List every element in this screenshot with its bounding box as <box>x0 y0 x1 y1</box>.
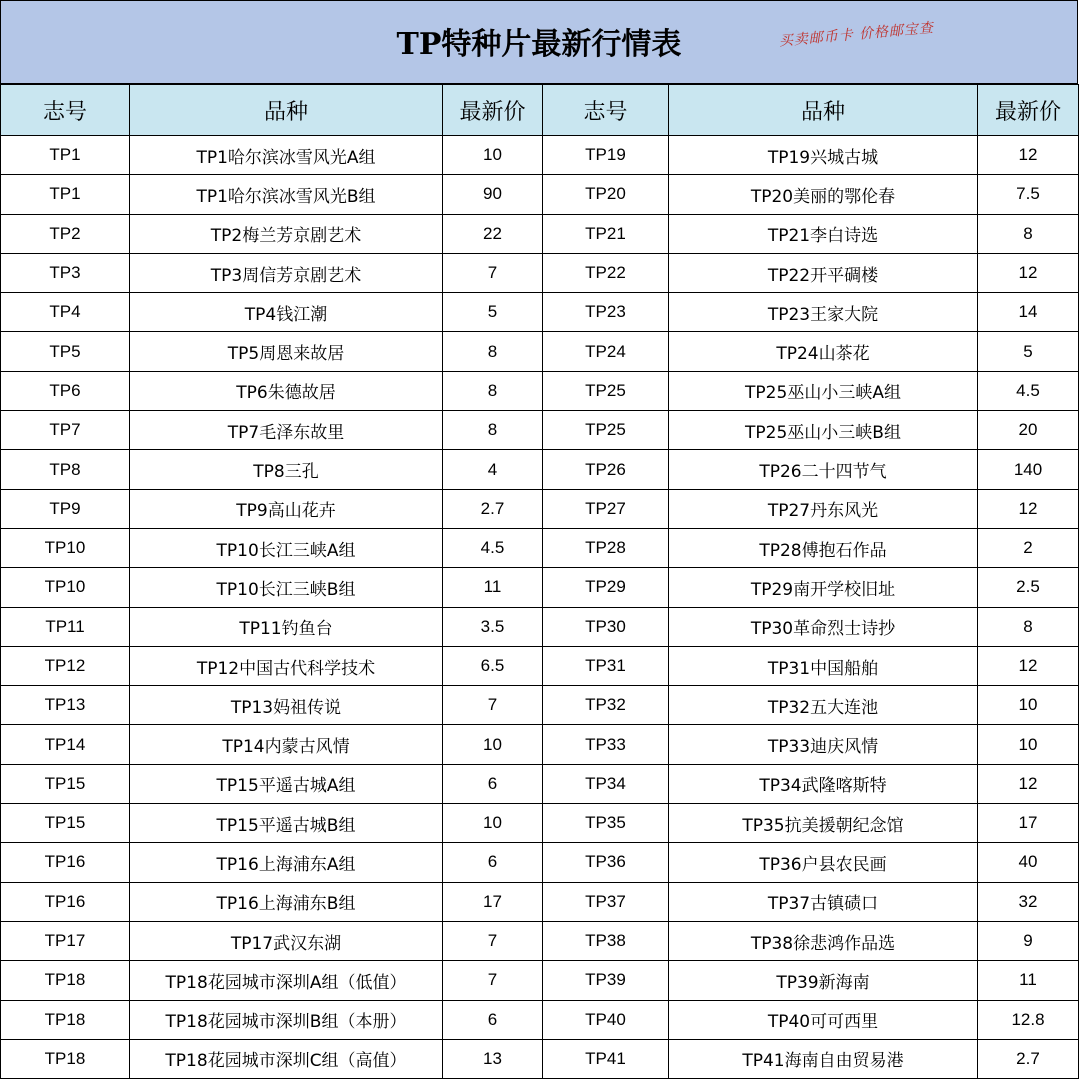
price-cell-right: 20 <box>978 411 1079 450</box>
table-row <box>1 961 1079 1000</box>
price-cell-right: 14 <box>978 293 1079 332</box>
table-row <box>1 332 1079 371</box>
name-cell-right: TP40可可西里 <box>669 1000 978 1039</box>
table-row <box>1 136 1079 175</box>
price-cell-right: 11 <box>978 961 1079 1000</box>
price-cell-left: 6 <box>443 843 543 882</box>
price-cell-left: 8 <box>443 332 543 371</box>
name-cell-right: TP21李白诗选 <box>669 214 978 253</box>
code-cell-right: TP28 <box>543 528 669 567</box>
name-cell-right: TP23王家大院 <box>669 293 978 332</box>
name-cell-left: TP2梅兰芳京剧艺术 <box>130 214 443 253</box>
price-cell-left: 17 <box>443 882 543 921</box>
table-row <box>1 686 1079 725</box>
name-cell-left: TP15平遥古城B组 <box>130 804 443 843</box>
table-row <box>1 1000 1079 1039</box>
price-cell-right: 12 <box>978 489 1079 528</box>
price-cell-left: 13 <box>443 1039 543 1078</box>
price-cell-right: 32 <box>978 882 1079 921</box>
table-row <box>1 882 1079 921</box>
code-cell-right: TP22 <box>543 253 669 292</box>
code-cell-right: TP36 <box>543 843 669 882</box>
code-cell-left: TP18 <box>1 1039 130 1078</box>
header-code-right: 志号 <box>543 85 669 136</box>
code-cell-right: TP40 <box>543 1000 669 1039</box>
name-cell-right: TP19兴城古城 <box>669 136 978 175</box>
table-row <box>1 175 1079 214</box>
header-price-left: 最新价 <box>443 85 543 136</box>
name-cell-left: TP6朱德故居 <box>130 371 443 410</box>
price-cell-right: 12 <box>978 646 1079 685</box>
price-cell-right: 140 <box>978 450 1079 489</box>
code-cell-left: TP15 <box>1 764 130 803</box>
name-cell-right: TP29南开学校旧址 <box>669 568 978 607</box>
code-cell-left: TP7 <box>1 411 130 450</box>
price-cell-left: 8 <box>443 371 543 410</box>
name-cell-left: TP14内蒙古风情 <box>130 725 443 764</box>
code-cell-right: TP38 <box>543 921 669 960</box>
name-cell-left: TP3周信芳京剧艺术 <box>130 253 443 292</box>
name-cell-right: TP25巫山小三峡A组 <box>669 371 978 410</box>
name-cell-right: TP35抗美援朝纪念馆 <box>669 804 978 843</box>
price-cell-right: 9 <box>978 921 1079 960</box>
code-cell-right: TP35 <box>543 804 669 843</box>
code-cell-right: TP32 <box>543 686 669 725</box>
code-cell-right: TP33 <box>543 725 669 764</box>
name-cell-right: TP32五大连池 <box>669 686 978 725</box>
price-cell-right: 12.8 <box>978 1000 1079 1039</box>
price-cell-left: 5 <box>443 293 543 332</box>
price-cell-left: 2.7 <box>443 489 543 528</box>
price-cell-left: 10 <box>443 804 543 843</box>
table-row <box>1 921 1079 960</box>
name-cell-left: TP11钓鱼台 <box>130 607 443 646</box>
price-cell-right: 12 <box>978 136 1079 175</box>
name-cell-right: TP41海南自由贸易港 <box>669 1039 978 1078</box>
table-row <box>1 411 1079 450</box>
code-cell-left: TP14 <box>1 725 130 764</box>
price-cell-right: 10 <box>978 725 1079 764</box>
name-cell-left: TP8三孔 <box>130 450 443 489</box>
name-cell-left: TP13妈祖传说 <box>130 686 443 725</box>
code-cell-right: TP24 <box>543 332 669 371</box>
price-cell-right: 40 <box>978 843 1079 882</box>
code-cell-right: TP30 <box>543 607 669 646</box>
price-cell-right: 2 <box>978 528 1079 567</box>
name-cell-right: TP25巫山小三峡B组 <box>669 411 978 450</box>
code-cell-left: TP3 <box>1 253 130 292</box>
name-cell-left: TP15平遥古城A组 <box>130 764 443 803</box>
code-cell-left: TP2 <box>1 214 130 253</box>
price-cell-right: 12 <box>978 253 1079 292</box>
name-cell-right: TP34武隆喀斯特 <box>669 764 978 803</box>
name-cell-right: TP20美丽的鄂伦春 <box>669 175 978 214</box>
code-cell-right: TP26 <box>543 450 669 489</box>
price-cell-left: 3.5 <box>443 607 543 646</box>
price-cell-left: 6.5 <box>443 646 543 685</box>
price-cell-right: 2.5 <box>978 568 1079 607</box>
code-cell-left: TP9 <box>1 489 130 528</box>
price-cell-left: 7 <box>443 961 543 1000</box>
table-row <box>1 371 1079 410</box>
code-cell-left: TP10 <box>1 528 130 567</box>
code-cell-left: TP16 <box>1 882 130 921</box>
table-row <box>1 725 1079 764</box>
price-cell-left: 7 <box>443 686 543 725</box>
price-cell-right: 10 <box>978 686 1079 725</box>
table-row <box>1 528 1079 567</box>
name-cell-left: TP1哈尔滨冰雪风光B组 <box>130 175 443 214</box>
code-cell-left: TP8 <box>1 450 130 489</box>
code-cell-left: TP4 <box>1 293 130 332</box>
page-title: TP特种片最新行情表 <box>396 27 682 62</box>
price-cell-right: 17 <box>978 804 1079 843</box>
name-cell-right: TP24山茶花 <box>669 332 978 371</box>
code-cell-right: TP39 <box>543 961 669 1000</box>
name-cell-right: TP33迪庆风情 <box>669 725 978 764</box>
code-cell-left: TP18 <box>1 961 130 1000</box>
code-cell-left: TP5 <box>1 332 130 371</box>
table-header-row <box>1 85 1079 136</box>
table-row <box>1 1039 1079 1078</box>
price-cell-left: 6 <box>443 764 543 803</box>
table-row <box>1 253 1079 292</box>
name-cell-right: TP37古镇碛口 <box>669 882 978 921</box>
table-row <box>1 489 1079 528</box>
name-cell-left: TP18花园城市深圳B组（本册） <box>130 1000 443 1039</box>
code-cell-right: TP34 <box>543 764 669 803</box>
name-cell-right: TP28傅抱石作品 <box>669 528 978 567</box>
name-cell-right: TP36户县农民画 <box>669 843 978 882</box>
price-cell-right: 7.5 <box>978 175 1079 214</box>
header-name-right: 品种 <box>669 85 978 136</box>
name-cell-left: TP9高山花卉 <box>130 489 443 528</box>
table-row <box>1 607 1079 646</box>
price-cell-right: 5 <box>978 332 1079 371</box>
code-cell-right: TP21 <box>543 214 669 253</box>
table-body <box>1 136 1079 1079</box>
name-cell-left: TP16上海浦东A组 <box>130 843 443 882</box>
price-cell-right: 8 <box>978 607 1079 646</box>
table-row <box>1 804 1079 843</box>
name-cell-left: TP7毛泽东故里 <box>130 411 443 450</box>
code-cell-right: TP19 <box>543 136 669 175</box>
table-row <box>1 450 1079 489</box>
table-row <box>1 646 1079 685</box>
price-cell-left: 7 <box>443 921 543 960</box>
name-cell-right: TP27丹东风光 <box>669 489 978 528</box>
name-cell-left: TP10长江三峡B组 <box>130 568 443 607</box>
name-cell-right: TP31中国船舶 <box>669 646 978 685</box>
price-cell-right: 12 <box>978 764 1079 803</box>
price-cell-left: 10 <box>443 136 543 175</box>
code-cell-right: TP41 <box>543 1039 669 1078</box>
price-cell-left: 4.5 <box>443 528 543 567</box>
price-cell-left: 11 <box>443 568 543 607</box>
code-cell-left: TP1 <box>1 136 130 175</box>
code-cell-left: TP12 <box>1 646 130 685</box>
name-cell-left: TP4钱江潮 <box>130 293 443 332</box>
price-table <box>0 84 1079 1079</box>
price-cell-right: 4.5 <box>978 371 1079 410</box>
code-cell-right: TP29 <box>543 568 669 607</box>
header-code-left: 志号 <box>1 85 130 136</box>
code-cell-right: TP20 <box>543 175 669 214</box>
code-cell-left: TP18 <box>1 1000 130 1039</box>
name-cell-left: TP17武汉东湖 <box>130 921 443 960</box>
title-bar <box>0 0 1078 84</box>
code-cell-right: TP25 <box>543 411 669 450</box>
name-cell-left: TP12中国古代科学技术 <box>130 646 443 685</box>
price-cell-right: 2.7 <box>978 1039 1079 1078</box>
price-cell-right: 8 <box>978 214 1079 253</box>
code-cell-left: TP11 <box>1 607 130 646</box>
code-cell-left: TP16 <box>1 843 130 882</box>
name-cell-left: TP5周恩来故居 <box>130 332 443 371</box>
code-cell-right: TP31 <box>543 646 669 685</box>
code-cell-left: TP15 <box>1 804 130 843</box>
table-row <box>1 214 1079 253</box>
code-cell-left: TP6 <box>1 371 130 410</box>
header-price-right: 最新价 <box>978 85 1079 136</box>
header-name-left: 品种 <box>130 85 443 136</box>
watermark-stamp: 买卖邮币卡 价格邮宝查 <box>778 20 935 50</box>
code-cell-right: TP23 <box>543 293 669 332</box>
code-cell-left: TP13 <box>1 686 130 725</box>
code-cell-right: TP37 <box>543 882 669 921</box>
name-cell-left: TP18花园城市深圳A组（低值） <box>130 961 443 1000</box>
table-row <box>1 568 1079 607</box>
code-cell-right: TP25 <box>543 371 669 410</box>
price-cell-left: 90 <box>443 175 543 214</box>
table-row <box>1 764 1079 803</box>
code-cell-right: TP27 <box>543 489 669 528</box>
price-cell-left: 4 <box>443 450 543 489</box>
table-row <box>1 293 1079 332</box>
price-cell-left: 7 <box>443 253 543 292</box>
price-cell-left: 6 <box>443 1000 543 1039</box>
name-cell-left: TP1哈尔滨冰雪风光A组 <box>130 136 443 175</box>
name-cell-left: TP16上海浦东B组 <box>130 882 443 921</box>
name-cell-left: TP10长江三峡A组 <box>130 528 443 567</box>
price-cell-left: 22 <box>443 214 543 253</box>
name-cell-right: TP30革命烈士诗抄 <box>669 607 978 646</box>
name-cell-left: TP18花园城市深圳C组（高值） <box>130 1039 443 1078</box>
price-cell-left: 8 <box>443 411 543 450</box>
code-cell-left: TP10 <box>1 568 130 607</box>
code-cell-left: TP17 <box>1 921 130 960</box>
price-cell-left: 10 <box>443 725 543 764</box>
name-cell-right: TP26二十四节气 <box>669 450 978 489</box>
name-cell-right: TP22开平碉楼 <box>669 253 978 292</box>
code-cell-left: TP1 <box>1 175 130 214</box>
name-cell-right: TP39新海南 <box>669 961 978 1000</box>
table-row <box>1 843 1079 882</box>
name-cell-right: TP38徐悲鸿作品选 <box>669 921 978 960</box>
